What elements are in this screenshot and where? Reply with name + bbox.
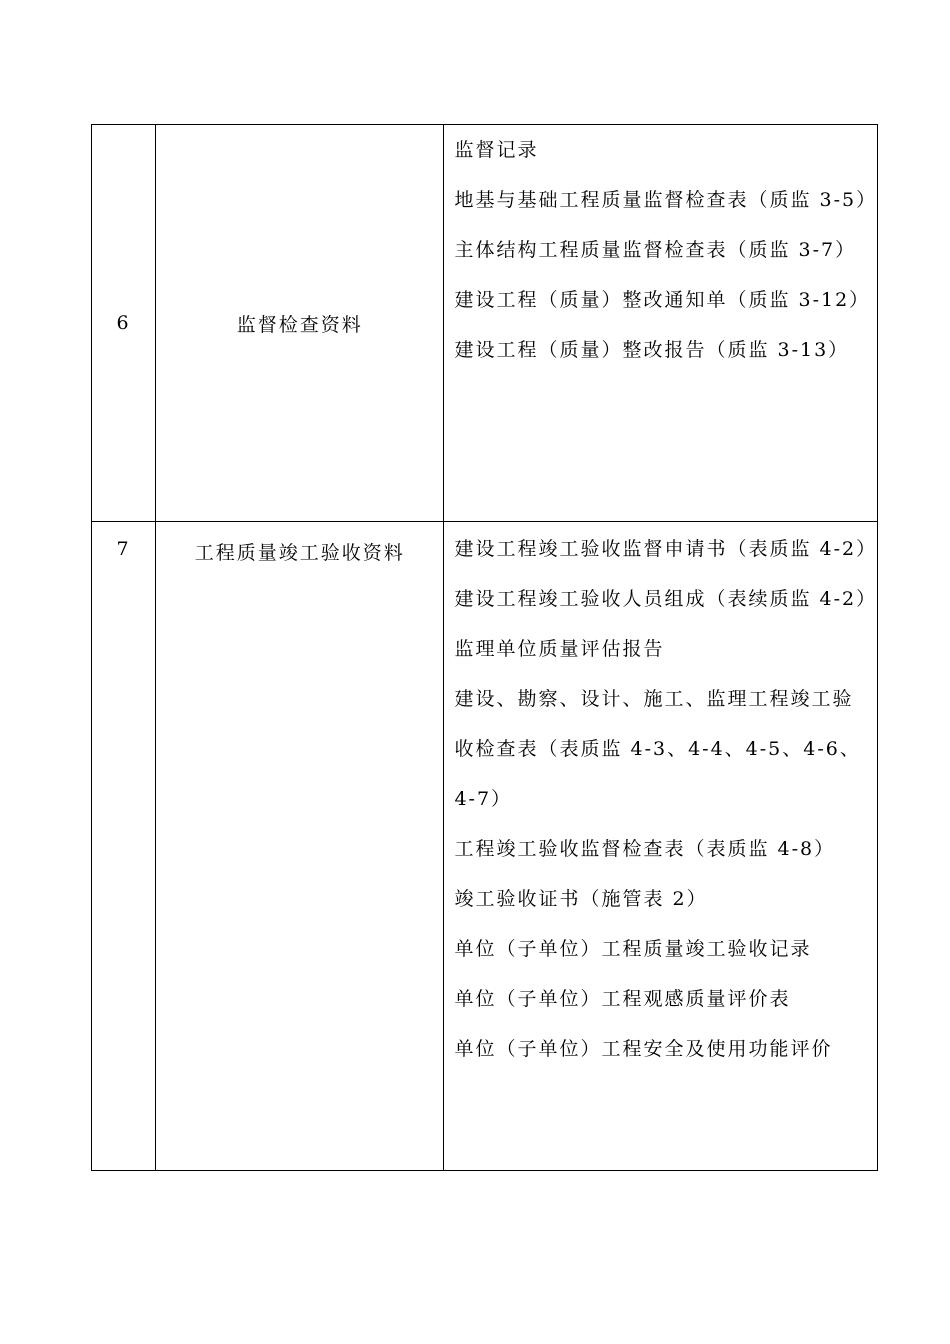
list-item: 监理单位质量评估报告 [454,638,665,660]
list-item: 竣工验收证书（施管表 2） [454,888,708,910]
list-item: 建设工程竣工验收监督申请书（表质监 4-2） [454,538,878,560]
table-row [92,522,878,1171]
row-number: 6 [92,125,156,522]
row-category-name: 监督检查资料 [156,125,444,522]
row-category-name: 工程质量竣工验收资料 [156,522,444,1171]
row-items-cell [444,125,878,522]
table-row [92,125,878,522]
list-item: 单位（子单位）工程安全及使用功能评价 [454,1038,833,1060]
row-number: 7 [92,522,156,1171]
item-list [454,524,878,1074]
list-item: 单位（子单位）工程质量竣工验收记录 [454,938,812,960]
list-item: 工程竣工验收监督检查表（表质监 4-8） [454,838,836,860]
list-item: 地基与基础工程质量监督检查表（质监 3-5） [454,189,878,211]
list-item: 建设、勘察、设计、施工、监理工程竣工验收检查表（表质监 4-3、4-4、4-5、4-6、4-7） [454,688,861,810]
list-item: 建设工程（质量）整改通知单（质监 3-12） [454,289,871,311]
row-items-cell [444,522,878,1171]
list-item: 建设工程（质量）整改报告（质监 3-13） [454,339,850,361]
item-list [454,125,878,375]
list-item: 单位（子单位）工程观感质量评价表 [454,988,791,1010]
list-item: 监督记录 [454,139,539,161]
list-item: 主体结构工程质量监督检查表（质监 3-7） [454,239,857,261]
document-table [91,124,878,1171]
list-item: 建设工程竣工验收人员组成（表续质监 4-2） [454,588,878,610]
